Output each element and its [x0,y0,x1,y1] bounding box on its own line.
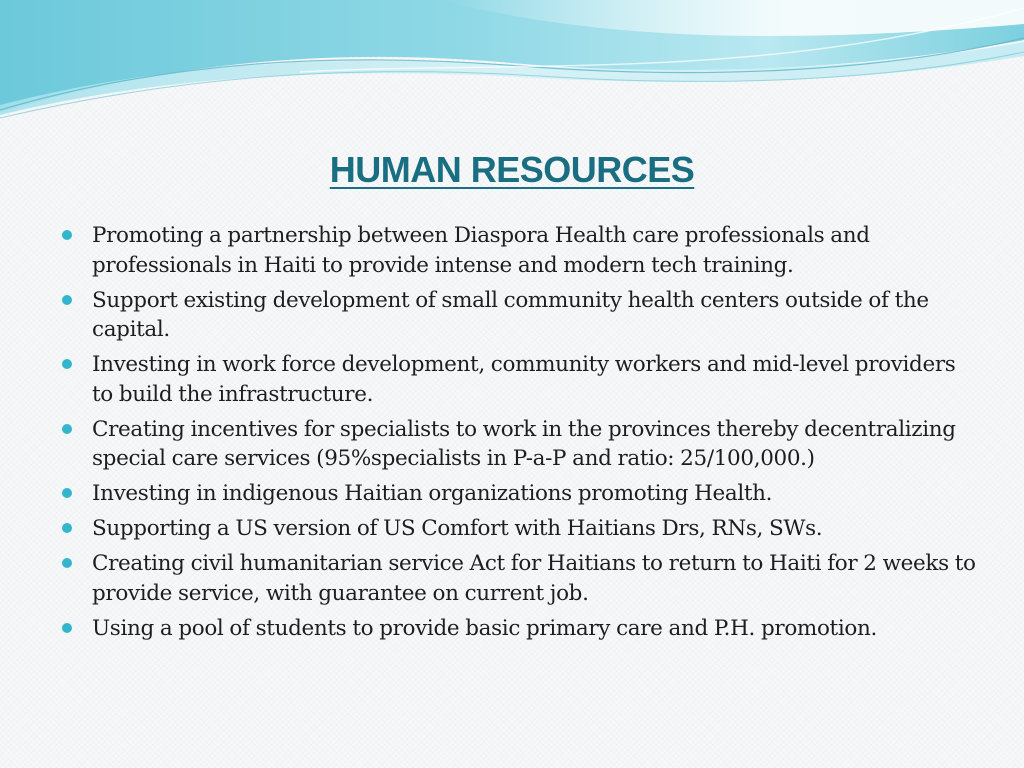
bullet-dot-icon [62,295,72,305]
bullet-item [62,286,982,345]
bullet-dot-icon [62,488,72,498]
bullet-text: Creating incentives for specialists to work in the provinces thereby decentralizing special care services (95%specialists in P-a-P and ratio: 25/100,000.) [92,416,956,471]
bullet-text: Investing in indigenous Haitian organizations promoting Health. [92,481,773,506]
bullet-item [62,614,982,644]
bullet-dot-icon [62,359,72,369]
bullet-dot-icon [62,558,72,568]
bullet-item [62,350,982,409]
bullet-dot-icon [62,523,72,533]
header-wave-decoration [0,0,1024,125]
title-container [0,146,1024,194]
bullet-text: Supporting a US version of US Comfort with Haitians Drs, RNs, SWs. [92,516,823,541]
bullet-item [62,415,982,474]
bullet-text: Promoting a partnership between Diaspora Health care professionals and professionals in Haiti to provide intense and modern tech training. [92,223,870,278]
slide-title: HUMAN RESOURCES [329,149,695,190]
bullet-text: Support existing development of small community health centers outside of the capital. [92,287,929,342]
bullet-item [62,221,982,280]
bullet-dot-icon [62,230,72,240]
bullet-dot-icon [62,424,72,434]
bullet-item [62,514,982,544]
bullet-item [62,479,982,509]
bullet-text: Using a pool of students to provide basic primary care and P.H. promotion. [92,615,877,641]
bullet-text: Investing in work force development, community workers and mid-level providers to build the infrastructure. [92,352,956,407]
bullet-text: Creating civil humanitarian service Act for Haitians to return to Haiti for 2 weeks to provide service, with guarantee on current job. [92,551,976,606]
bullet-dot-icon [62,623,72,633]
bullet-item [62,549,982,608]
bullet-list [62,221,982,649]
